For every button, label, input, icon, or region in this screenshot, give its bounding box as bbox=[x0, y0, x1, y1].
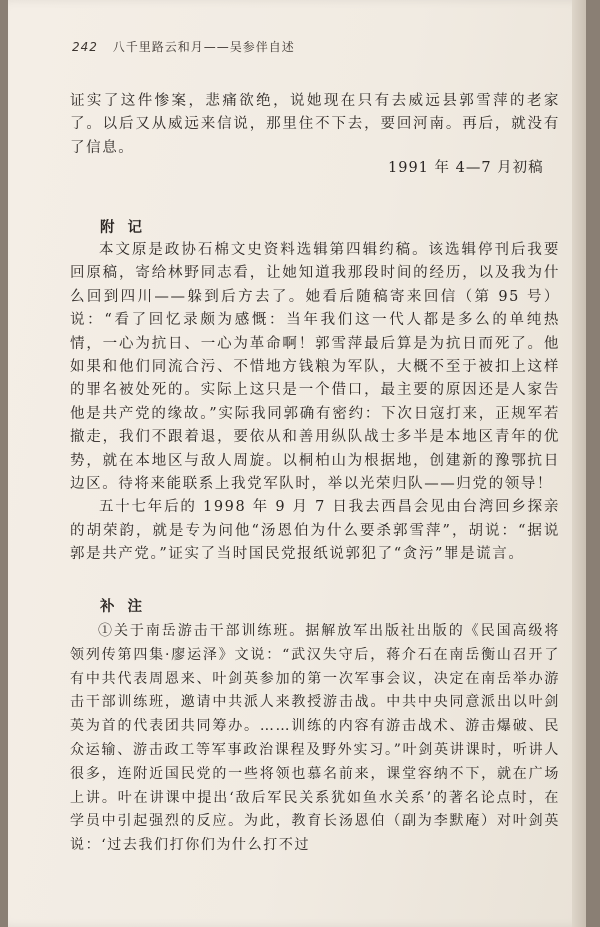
supplement-block bbox=[70, 620, 560, 858]
supplement-heading: 补 注 bbox=[100, 598, 147, 615]
appendix-paragraph-2: 五十七年后的 1998 年 9 月 7 日我去西昌会见由台湾回乡探亲的胡荣韵，就是专为问他“汤恩伯为什么要杀郭雪萍”，胡说：“据说郭是共产党。”证实了当时国民党报纸说郭犯了“贪污”罪是谎言。 bbox=[70, 499, 560, 563]
opening-block bbox=[70, 90, 560, 160]
running-header bbox=[72, 38, 295, 55]
book-page bbox=[8, 0, 586, 927]
book-spine bbox=[572, 0, 586, 927]
book-title: 八千里路云和月——吴参伴自述 bbox=[112, 40, 295, 54]
opening-paragraph: 证实了这件惨案，悲痛欲绝，说她现在只有去威远县郭雪萍的老家了。以后又从威远来信说，那里住不下去，要回河南。再后，就没有了信息。 bbox=[70, 93, 560, 156]
appendix-paragraph-1: 本文原是政协石棉文史资料选辑第四辑约稿。该选辑停刊后我要回原稿，寄给林野同志看，让她知道我那段时间的经历，以及我为什么回到四川——躲到后方去了。她看后随稿寄来回信（第 95 号）说：“看了回忆录颇为感慨：当年我们这一代人都是多么的单纯热情，一心为抗日、一心为革命啊！郭雪萍最后算是为抗日而死了。他如果和他们同流合污、不惜地方钱粮为军队，大概不至于被扣上这样的罪名被处死的。实际上这只是一个借口，最主要的原因还是人家告他是共产党的缘故。”实际我同郭确有密约：下次日寇打来，正规军若撤走，我们不跟着退，要依从和善用纵队战士多半是本地区青年的优势，就在本地区与敌人周旋。以桐柏山为根据地，创建新的豫鄂抗日边区。待将来能联系上我党军队时，举以光荣归队——归党的领导！ bbox=[70, 242, 560, 493]
supplement-note-1: ①关于南岳游击干部训练班。据解放军出版社出版的《民国高级将领列传第四集·廖运泽》文说：“武汉失守后，蒋介石在南岳衡山召开了有中共代表周恩来、叶剑英参加的第一次军事会议，决定在南岳举办游击干部训练班，邀请中共派人来教授游击战。中共中央同意派出以叶剑英为首的代表团共同筹办。……训练的内容有游击战术、游击爆破、民众运输、游击政工等军事政治课程及野外实习。”叶剑英讲课时，听讲人很多，连附近国民党的一些将领也慕名前来，课堂容纳不下，就在广场上讲。叶在讲课中提出‘敌后军民关系犹如鱼水关系’的著名论点时，在学员中引起强烈的反应。为此，教育长汤恩伯（副为李默庵）对叶剑英说：‘过去我们打你们为什么打不过 bbox=[70, 623, 560, 854]
appendix-block bbox=[70, 239, 560, 567]
appendix-heading: 附 记 bbox=[100, 219, 147, 236]
page-number: 242 bbox=[72, 40, 98, 54]
date-note: 1991 年 4—7 月初稿 bbox=[388, 160, 544, 176]
